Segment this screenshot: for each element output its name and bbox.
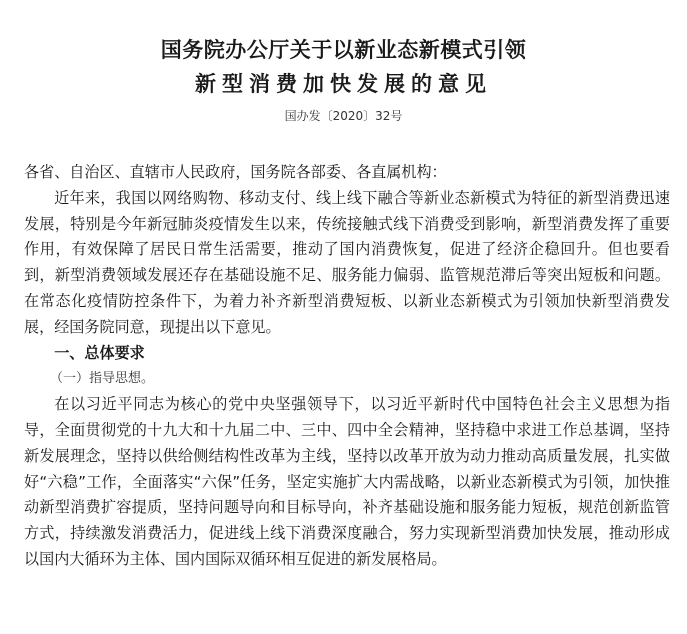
document-number: 国办发〔2020〕32号 bbox=[284, 109, 403, 123]
document-body bbox=[24, 160, 670, 573]
subsection-heading-guiding-ideology: （一）指导思想。 bbox=[50, 371, 155, 387]
document-title-line-2: 新型消费加快发展的意见 bbox=[195, 71, 492, 96]
section-heading-general-requirements: 一、总体要求 bbox=[54, 343, 145, 362]
salutation: 各省、自治区、直辖市人民政府，国务院各部委、各直属机构： bbox=[24, 163, 447, 181]
document-title-line-1: 国务院办公厅关于以新业态新模式引领 bbox=[160, 37, 527, 62]
intro-paragraph: 近年来，我国以网络购物、移动支付、线上线下融合等新业态新模式为特征的新型消费迅速发展，特别是今年新冠肺炎疫情发生以来，传统接触式线下消费受到影响，新型消费发挥了重要作用，有效保障了居民日常生活需要，推动了国内消费恢复，促进了经济企稳回升。但也要看到，新型消费领域发展还存在基础设施不足、服务能力偏弱、监管规范滞后等突出短板和问题。在常态化疫情防控条件下，为着力补齐新型消费短板、以新业态新模式为引领加快新型消费发展，经国务院同意，现提出以下意见。 bbox=[24, 188, 670, 336]
guiding-ideology-paragraph: 在以习近平同志为核心的党中央坚强领导下，以习近平新时代中国特色社会主义思想为指导，全面贯彻党的十九大和十九届二中、三中、四中全会精神，坚持稳中求进工作总基调，坚持新发展理念，坚持以供给侧结构性改革为主线，坚持以改革开放为动力推动高质量发展，扎实做好“六稳”工作，全面落实“六保”任务，坚定实施扩大内需战略，以新业态新模式为引领，加快推动新型消费扩容提质，坚持问题导向和目标导向，补齐基础设施和服务能力短板，规范创新监管方式，持续激发消费活力，促进线上线下消费深度融合，努力实现新型消费加快发展，推动形成以国内大循环为主体、国内国际双循环相互促进的新发展格局。 bbox=[24, 395, 670, 568]
